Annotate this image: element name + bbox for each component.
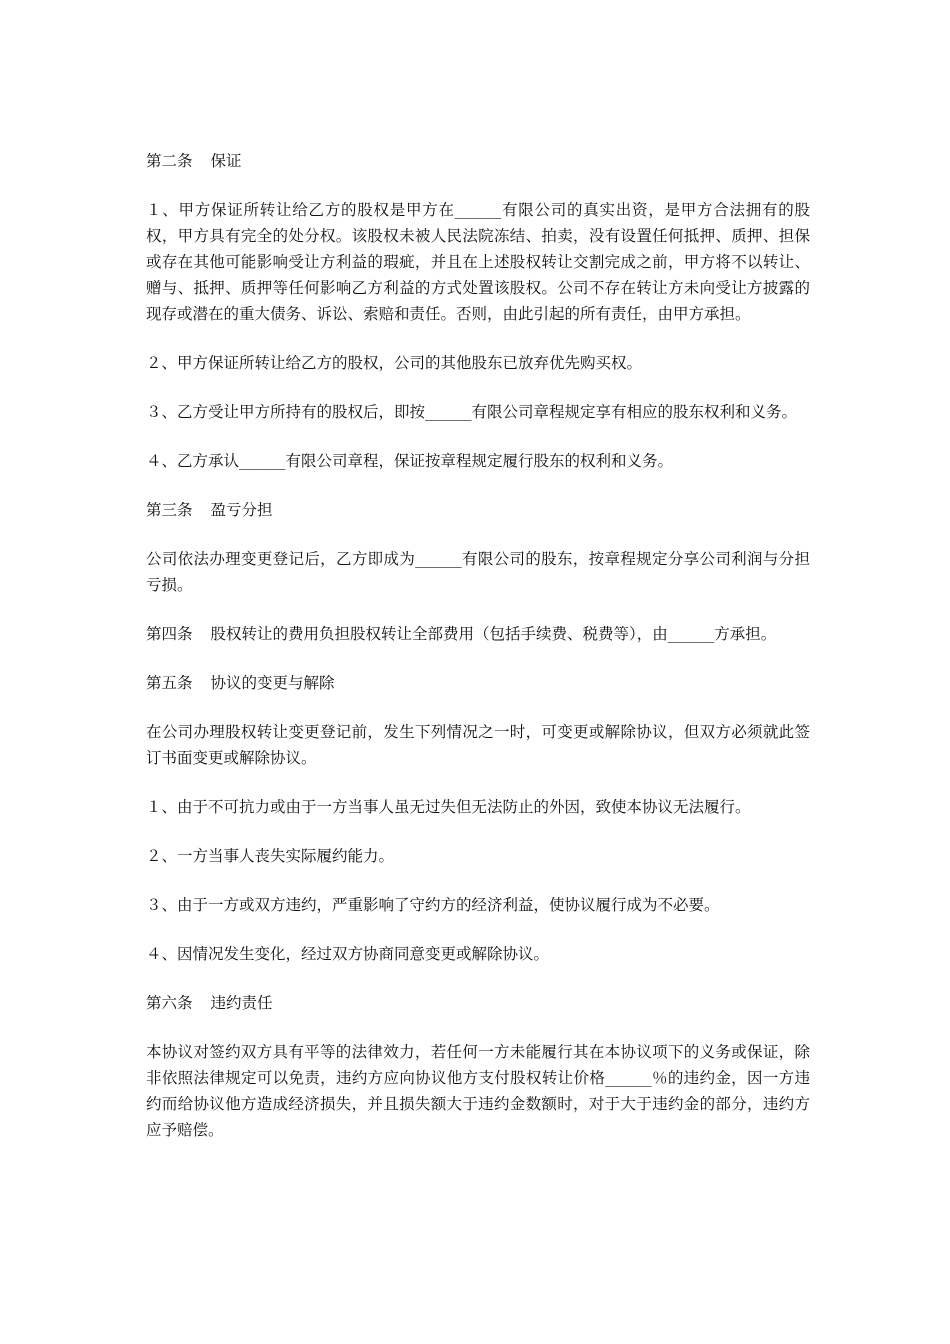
article-6-name: 违约责任 bbox=[210, 994, 273, 1012]
article-5-intro: 在公司办理股权转让变更登记前，发生下列情况之一时，可变更或解除协议，但双方必须就此签订书面变更或解除协议。 bbox=[146, 723, 810, 767]
article-5-clause-2: ２、一方当事人丧失实际履约能力。 bbox=[146, 847, 395, 865]
article-3-heading bbox=[146, 497, 810, 523]
article-2-clause-4: ４、乙方承认______有限公司章程，保证按章程规定履行股东的权利和义务。 bbox=[146, 452, 674, 470]
article-2-clause-1: １、甲方保证所转让给乙方的股权是甲方在______有限公司的真实出资，是甲方合法拥有的股权，甲方具有完全的处分权。该股权未被人民法院冻结、拍卖，没有设置任何抵押、质押、担保或存在其他可能影响受让方利益的瑕疵，并且在上述股权转让交割完成之前，甲方将不以转让、赠与、抵押、质押等任何影响乙方利益的方式处置该股权。公司不存在转让方未向受让方披露的现存或潜在的重大债务、诉讼、索赔和责任。否则，由此引起的所有责任，由甲方承担。 bbox=[146, 201, 810, 323]
article-4-text: 股权转让的费用负担股权转让全部费用（包括手续费、税费等），由______方承担。 bbox=[210, 625, 777, 643]
article-2-clause-2: ２、甲方保证所转让给乙方的股权，公司的其他股东已放弃优先购买权。 bbox=[146, 354, 643, 372]
article-5-heading bbox=[146, 670, 810, 696]
article-4-number: 第四条 bbox=[146, 625, 193, 643]
article-5-clause-4: ４、因情况发生变化，经过双方协商同意变更或解除协议。 bbox=[146, 945, 550, 963]
article-2-name: 保证 bbox=[210, 152, 242, 170]
article-2-clause-3: ３、乙方受让甲方所持有的股权后，即按______有限公司章程规定享有相应的股东权利和义务。 bbox=[146, 403, 798, 421]
document-page bbox=[146, 148, 810, 1166]
article-6-heading bbox=[146, 990, 810, 1016]
article-2-number: 第二条 bbox=[146, 152, 193, 170]
article-5-clause-1: １、由于不可抗力或由于一方当事人虽无过失但无法防止的外因，致使本协议无法履行。 bbox=[146, 798, 751, 816]
article-5-number: 第五条 bbox=[146, 674, 193, 692]
article-2-heading bbox=[146, 148, 810, 174]
article-5-name: 协议的变更与解除 bbox=[210, 674, 335, 692]
article-5-clause-3: ３、由于一方或双方违约，严重影响了守约方的经济利益，使协议履行成为不必要。 bbox=[146, 896, 720, 914]
article-3-name: 盈亏分担 bbox=[210, 501, 273, 519]
article-3-text: 公司依法办理变更登记后，乙方即成为______有限公司的股东，按章程规定分享公司利润与分担亏损。 bbox=[146, 550, 810, 594]
article-4-paragraph bbox=[146, 621, 810, 647]
article-6-number: 第六条 bbox=[146, 994, 193, 1012]
article-3-number: 第三条 bbox=[146, 501, 193, 519]
article-6-text: 本协议对签约双方具有平等的法律效力，若任何一方未能履行其在本协议项下的义务或保证，除非依照法律规定可以免责，违约方应向协议他方支付股权转让价格______％的违约金，因一方违约而给协议他方造成经济损失，并且损失额大于违约金数额时，对于大于违约金的部分，违约方应予赔偿。 bbox=[146, 1043, 810, 1139]
